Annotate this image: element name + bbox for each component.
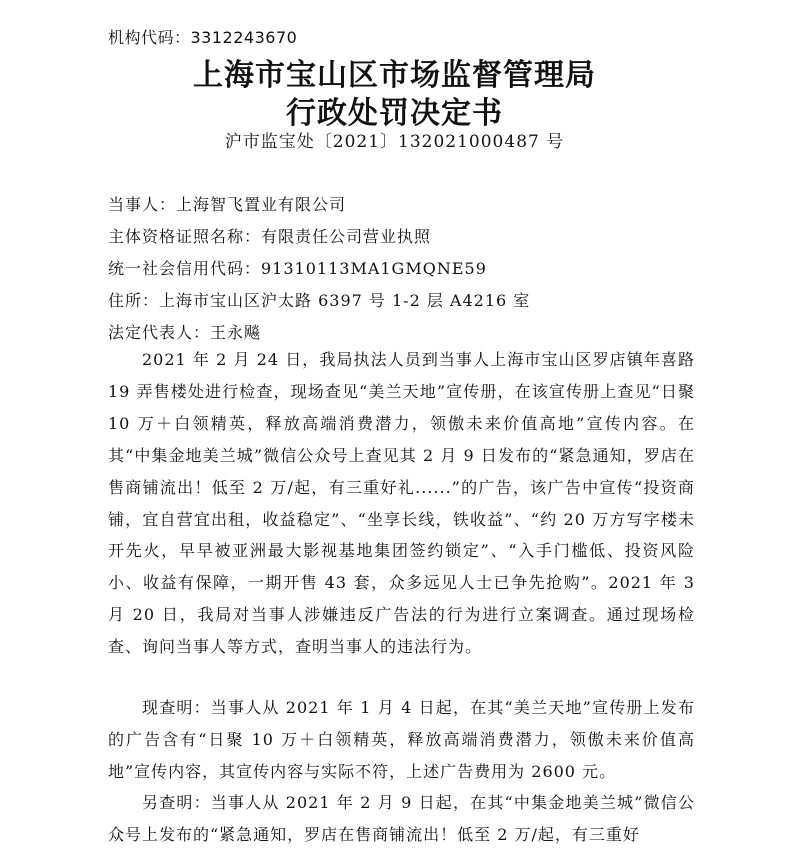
- legal-representative: 法定代表人：王永飚: [108, 323, 262, 342]
- org-code: 机构代码：3312243670: [108, 28, 298, 47]
- body-paragraph-additional-findings: 另查明：当事人从 2021 年 2 月 9 日起，在其“中集金地美兰城”微信公众号上发布的“紧急通知，罗店在售商铺流出！低至 2 万/起，有三重好: [108, 793, 695, 844]
- body-paragraph-findings: 现查明：当事人从 2021 年 1 月 4 日起，在其“美兰天地”宣传册上发布的广告含有“日聚 10 万＋白领精英，释放高端消费潜力，领傲未来价值高地”宣传内容，其宣传内容与实际不符，上述广告费用为 2600 元。: [108, 698, 695, 781]
- credit-code: 统一社会信用代码：91310113MA1GMQNE59: [108, 259, 487, 278]
- document-number: 沪市监宝处〔2021〕132021000487 号: [224, 132, 565, 152]
- license-type: 主体资格证照名称：有限责任公司营业执照: [108, 227, 432, 246]
- document-title-authority: 上海市宝山区市场监督管理局: [193, 58, 596, 93]
- document-title-type: 行政处罚决定书: [286, 96, 503, 131]
- body-paragraph-inspection: 2021 年 2 月 24 日，我局执法人员到当事人上海市宝山区罗店镇年喜路 19 弄售楼处进行检查，现场查见“美兰天地”宣传册，在该宣传册上查见“日聚 10 万＋白领精英，释放高端消费潜力，领傲未来价值高地”宣传内容。在其“中集金地美兰城”微信公众号上查见其 2 月 9 日发布的“紧急通知，罗店在售商铺流出！低至 2 万/起，有三重好礼......”的广告，该广告中宣传“投资商铺，宜自营宜出租，收益稳定”、“坐享长线，铁收益”、“约 20 万方写字楼未开先火，早早被亚洲最大影视基地集团签约锁定”、“入手门槛低、投资风险小、收益有保障，一期开售 43 套，众多远见人士已争先抢购”。2021 年 3 月 20 日，我局对当事人涉嫌违反广告法的行为进行立案调查。通过现场检查、询问当事人等方式，查明当事人的违法行为。: [108, 350, 695, 657]
- address: 住所：上海市宝山区沪太路 6397 号 1-2 层 A4216 室: [108, 291, 531, 310]
- party-name: 当事人：上海智飞置业有限公司: [108, 195, 347, 214]
